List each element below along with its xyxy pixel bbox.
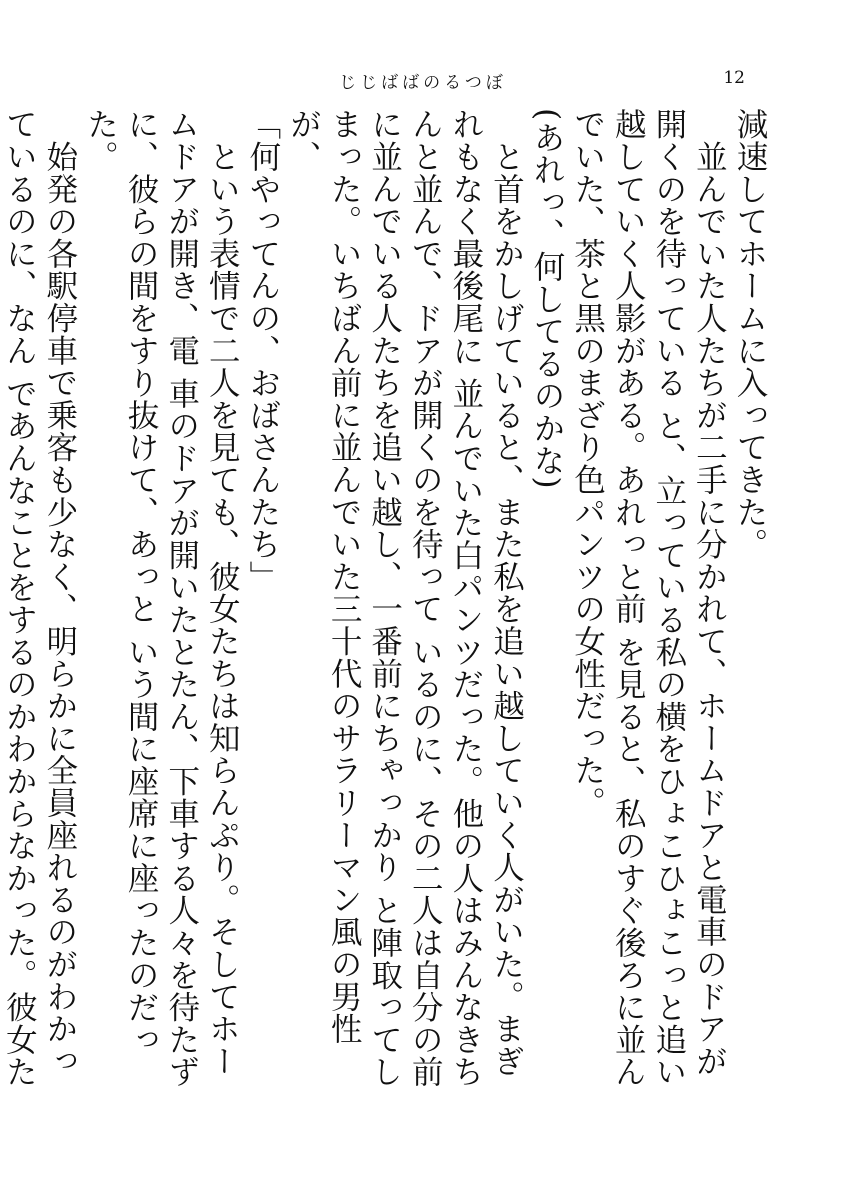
- paragraph: 「何やってんの、おばさんたち」: [244, 108, 281, 593]
- paragraph: と首をかしげていると、また私を追い越していく人がいた。まぎれもなく最後尾に 並んでいた白パンツだった。他の人はみんなきちんと並んで、ドアが開くのを待って いるのに、その二人は自分の前に並んでいる人たちを追い越し、一番前にちゃっかり と陣取ってしまった。いちばん前に並んでいた三十代のサラリーマン風の男性が、: [285, 108, 525, 1088]
- paragraph: 減速してホームに入ってきた。: [732, 108, 768, 561]
- vertical-body-text: [1, 108, 770, 1108]
- page-header: [0, 68, 841, 98]
- paragraph: という表情で二人を見ても、彼女たちは知らんぷり。そしてホームドアが開き、電 車のドアが開いたとたん、下車する人々を待たずに、彼らの間をすり抜けて、あっと いう間に座席に座ったのだった。: [82, 108, 241, 1088]
- paragraph: 始発の各駅停車で乗客も少なく、明らかに全員座れるのがわかっているのに、なん であんなことをするのかわからなかった。彼女た: [1, 108, 78, 1088]
- running-title: じじばばのるつぼ: [339, 73, 507, 93]
- paragraph: 並んでいた人たちが二手に分かれて、ホームドアと電車のドアが開くのを待っている と、立っている私の横をひょこひょこっと追い越していく人影がある。あれっと前 を見ると、私のすぐ後ろに並んでいた、茶と黒のまざり色パンツの女性だった。: [569, 108, 728, 1088]
- page-number: 12: [723, 68, 745, 88]
- paragraph: (あれっ、何してるのかな): [529, 108, 566, 490]
